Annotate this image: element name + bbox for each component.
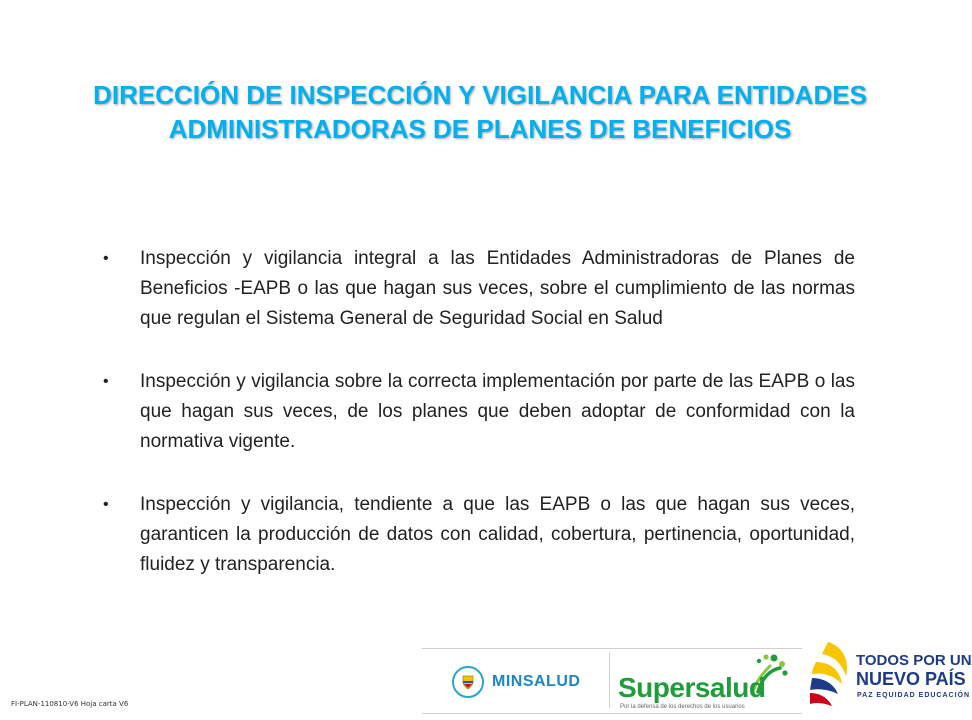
title-line-2: ADMINISTRADORAS DE PLANES DE BENEFICIOS — [168, 114, 792, 144]
document-code: FI-PLAN-110810-V6 Hoja carta V6 — [11, 700, 129, 708]
supersalud-wordmark: Supersalud — [618, 672, 766, 703]
minsalud-wordmark: MINSALUD — [492, 673, 581, 690]
list-item — [103, 490, 855, 580]
supersalud-tagline: Por la defensa de los derechos de los usuarios — [620, 704, 745, 710]
logo-divider — [609, 652, 610, 708]
tpn-line-1: TODOS POR UN — [856, 652, 972, 669]
bullet-dot: • — [103, 373, 109, 390]
list-item — [103, 367, 855, 457]
bullet-text: Inspección y vigilancia sobre la correcta implementación por parte de las EAPB o las que hagan sus veces, de los planes que deben adoptar de conformidad con la normativa vigente. — [140, 371, 855, 452]
bullet-text: Inspección y vigilancia integral a las Entidades Administradoras de Planes de Beneficios -EAPB o las que hagan sus veces, sobre el cumplimiento de las normas que regulan el Sistema General de Seguridad Social en Salud — [140, 248, 855, 329]
supersalud-logo — [616, 650, 796, 712]
bullet-dot: • — [103, 250, 109, 267]
minsalud-logo — [452, 662, 592, 702]
colombia-flag-mark-icon — [808, 640, 852, 710]
page-title — [60, 78, 900, 146]
bullet-dot: • — [103, 496, 109, 513]
bullet-list — [103, 244, 855, 613]
todos-por-un-nuevo-pais-logo — [806, 636, 972, 716]
coat-of-arms-icon — [452, 666, 484, 698]
list-item — [103, 244, 855, 334]
title-line-1: DIRECCIÓN DE INSPECCIÓN Y VIGILANCIA PARA ENTIDADES — [93, 80, 867, 110]
tpn-line-3: PAZ EQUIDAD EDUCACIÓN — [857, 692, 971, 699]
bullet-text: Inspección y vigilancia, tendiente a que las EAPB o las que hagan sus veces, garanticen la producción de datos con calidad, cobertura, pertinencia, oportunidad, fluidez y transparencia. — [140, 494, 855, 575]
tpn-line-2: NUEVO PAÍS — [856, 669, 966, 689]
